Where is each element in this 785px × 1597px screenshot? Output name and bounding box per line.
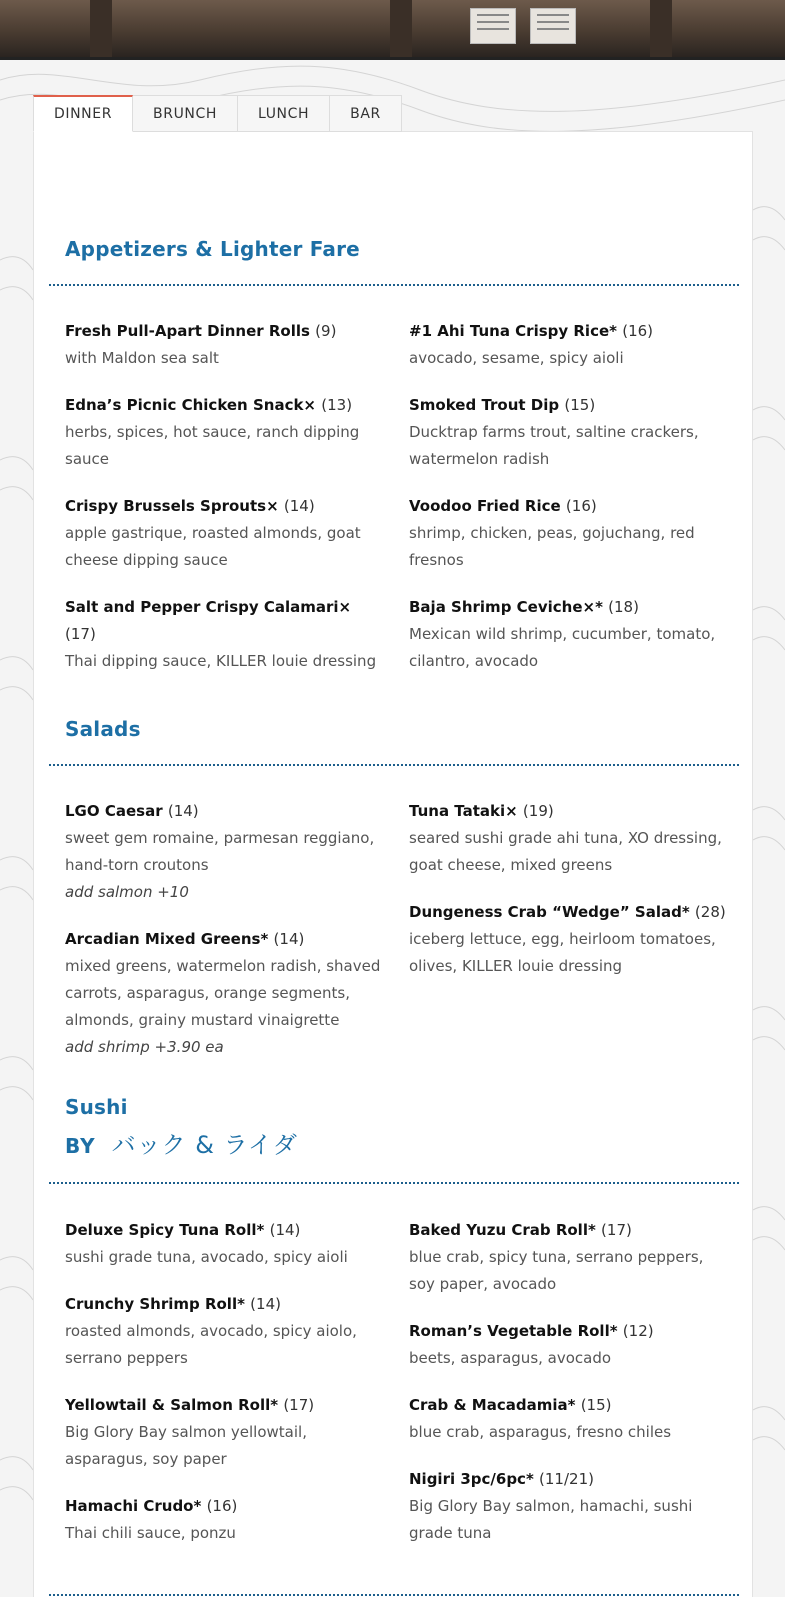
item-description: mixed greens, watermelon radish, shaved carrots, asparagus, orange segments, almonds, grainy mustard vinaigrette [65, 957, 381, 1029]
menu-item [65, 1291, 385, 1372]
item-price: (16) [622, 322, 654, 340]
item-name: Edna’s Picnic Chicken Snack× [65, 396, 317, 414]
item-name: Dungeness Crab “Wedge” Salad* [409, 903, 690, 921]
item-price: (15) [580, 1396, 612, 1414]
item-addon: add shrimp +3.90 ea [65, 1038, 224, 1056]
item-description: Big Glory Bay salmon yellowtail, asparagus, soy paper [65, 1423, 307, 1468]
item-name: Roman’s Vegetable Roll* [409, 1322, 618, 1340]
menu-item [409, 1217, 729, 1298]
tab-dinner[interactable]: DINNER [33, 95, 133, 132]
item-name: Fresh Pull-Apart Dinner Rolls [65, 322, 310, 340]
item-description: Ducktrap farms trout, saltine crackers, watermelon radish [409, 423, 699, 468]
item-price: (16) [206, 1497, 238, 1515]
menu-item [409, 392, 729, 473]
item-name: Crispy Brussels Sprouts× [65, 497, 279, 515]
section-title-salads: Salads [65, 717, 141, 741]
menu-item [65, 926, 385, 1061]
section-divider [49, 1594, 739, 1596]
item-description: Thai chili sauce, ponzu [65, 1524, 236, 1542]
tab-lunch[interactable]: LUNCH [238, 95, 330, 132]
item-price: (14) [167, 802, 199, 820]
menu-item [65, 1493, 385, 1547]
item-description: apple gastrique, roasted almonds, goat cheese dipping sauce [65, 524, 361, 569]
menu-item [65, 1392, 385, 1473]
menu-item [409, 1318, 729, 1372]
item-description: Big Glory Bay salmon, hamachi, sushi grade tuna [409, 1497, 693, 1542]
tab-brunch[interactable]: BRUNCH [133, 95, 238, 132]
item-name: Arcadian Mixed Greens* [65, 930, 269, 948]
menu-item [65, 798, 385, 906]
item-description: beets, asparagus, avocado [409, 1349, 612, 1367]
item-description: iceberg lettuce, egg, heirloom tomatoes, olives, KILLER louie dressing [409, 930, 716, 975]
item-name: Voodoo Fried Rice [409, 497, 561, 515]
menu-item [65, 318, 385, 372]
item-name: Smoked Trout Dip [409, 396, 560, 414]
menu-tabs [33, 95, 402, 132]
menu-item [65, 392, 385, 473]
item-description: Thai dipping sauce, KILLER louie dressing [65, 652, 377, 670]
item-price: (13) [321, 396, 353, 414]
menu-item [409, 1466, 729, 1547]
item-price: (11/21) [539, 1470, 594, 1488]
item-price: (14) [269, 1221, 301, 1239]
menu-item [409, 594, 729, 675]
menu-item [65, 493, 385, 574]
item-name: Tuna Tataki× [409, 802, 518, 820]
item-price: (14) [250, 1295, 281, 1313]
item-description: with Maldon sea salt [65, 349, 219, 367]
section-title-appetizers: Appetizers & Lighter Fare [65, 237, 360, 261]
item-description: shrimp, chicken, peas, gojuchang, red fresnos [409, 524, 695, 569]
item-name: Nigiri 3pc/6pc* [409, 1470, 534, 1488]
menu-item [65, 1217, 385, 1271]
item-name: Salt and Pepper Crispy Calamari× [65, 598, 352, 616]
item-description: blue crab, asparagus, fresno chiles [409, 1423, 672, 1441]
menu-item [409, 318, 729, 372]
section-divider [49, 764, 739, 766]
item-price: (28) [694, 903, 726, 921]
item-price: (14) [283, 497, 315, 515]
item-price: (19) [522, 802, 554, 820]
item-name: Baja Shrimp Ceviche×* [409, 598, 603, 616]
hero-photo [0, 0, 785, 60]
item-price: (18) [608, 598, 639, 616]
item-description: sweet gem romaine, parmesan reggiano, hand-torn croutons [65, 829, 375, 874]
item-price: (15) [564, 396, 596, 414]
item-price: (9) [315, 322, 337, 340]
item-name: Hamachi Crudo* [65, 1497, 202, 1515]
item-description: Mexican wild shrimp, cucumber, tomato, cilantro, avocado [409, 625, 716, 670]
section-divider [49, 284, 739, 286]
section-divider [49, 1182, 739, 1184]
item-name: Baked Yuzu Crab Roll* [409, 1221, 596, 1239]
item-name: Crunchy Shrimp Roll* [65, 1295, 245, 1313]
item-name: Crab & Macadamia* [409, 1396, 576, 1414]
item-description: herbs, spices, hot sauce, ranch dipping sauce [65, 423, 360, 468]
item-name: Yellowtail & Salmon Roll* [65, 1396, 279, 1414]
menu-panel [33, 131, 753, 1597]
item-description: blue crab, spicy tuna, serrano peppers, soy paper, avocado [409, 1248, 704, 1293]
item-name: LGO Caesar [65, 802, 163, 820]
item-name: #1 Ahi Tuna Crispy Rice* [409, 322, 617, 340]
menu-item [409, 798, 729, 879]
item-description: avocado, sesame, spicy aioli [409, 349, 624, 367]
item-description: seared sushi grade ahi tuna, XO dressing, goat cheese, mixed greens [409, 829, 722, 874]
item-price: (16) [565, 497, 597, 515]
tab-bar[interactable]: BAR [330, 95, 402, 132]
item-price: (17) [65, 625, 96, 643]
item-description: roasted almonds, avocado, spicy aiolo, serrano peppers [65, 1322, 357, 1367]
menu-item [409, 1392, 729, 1446]
byline-name: バック & ライダ [111, 1131, 298, 1159]
item-price: (12) [622, 1322, 654, 1340]
item-name: Deluxe Spicy Tuna Roll* [65, 1221, 265, 1239]
item-addon: add salmon +10 [65, 883, 189, 901]
item-price: (17) [283, 1396, 315, 1414]
byline-prefix: BY [65, 1134, 96, 1158]
section-title-sushi: Sushi [65, 1095, 128, 1119]
item-price: (17) [601, 1221, 632, 1239]
menu-item [65, 594, 385, 675]
menu-item [409, 493, 729, 574]
sushi-byline [65, 1125, 298, 1160]
item-price: (14) [273, 930, 305, 948]
menu-item [409, 899, 729, 980]
item-description: sushi grade tuna, avocado, spicy aioli [65, 1248, 348, 1266]
